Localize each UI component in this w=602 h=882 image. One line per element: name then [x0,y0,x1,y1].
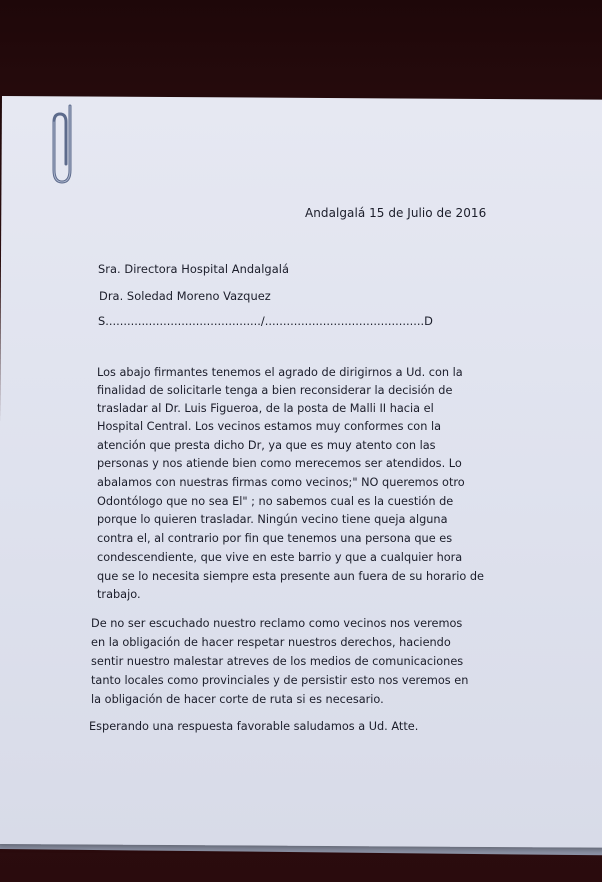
recipient-name: Dra. Soledad Moreno Vazquez [99,289,271,303]
paperclip-icon [50,104,88,186]
paragraph-line: Hospital Central. Los vecinos estamos muy conformes con la [97,420,442,433]
paragraph-line: Odontólogo que no sea El" ; no sabemos cual es la cuestión de [97,495,454,508]
paragraph-line: en la obligación de hacer respetar nuestros derechos, haciendo [91,636,451,649]
paragraph-line: porque lo quieren trasladar. Ningún vecino tiene queja alguna [97,513,448,526]
paragraph-line: personas y nos atiende bien como merecemos ser atendidos. Lo [97,457,462,470]
recipient-title: Sra. Directora Hospital Andalgalá [98,262,289,276]
paragraph-line: contra el, al contrario por fin que tenemos una persona que es [97,532,453,545]
paragraph-line: la obligación de hacer corte de ruta si es necesario. [91,693,384,706]
paragraph-line: trasladar al Dr. Luis Figueroa, de la posta de Malli II hacia el [97,402,434,415]
paragraph-line: De no ser escuchado nuestro reclamo como vecinos nos veremos [91,617,463,630]
recipient-salutation: S.........................................../............................................D [98,314,433,328]
paragraph-line: trabajo. [97,588,141,601]
paragraph-line: condescendiente, que vive en este barrio y que a cualquier hora [97,551,463,564]
paragraph-line: tanto locales como provinciales y de persistir esto nos veremos en [91,674,469,687]
letter-date: Andalgalá 15 de Julio de 2016 [305,206,487,220]
paragraph-line: finalidad de solicitarle tenga a bien reconsiderar la decisión de [97,384,453,397]
paragraph-line: abalamos con nuestras firmas como vecinos;" NO queremos otro [97,476,465,489]
letter-closing: Esperando una respuesta favorable saludamos a Ud. Atte. [89,720,419,733]
letter-sheet [0,96,602,848]
paragraph-line: que se lo necesita siempre esta presente aun fuera de su horario de [97,570,485,583]
paragraph-line: sentir nuestro malestar atreves de los medios de comunicaciones [91,655,464,668]
paragraph-line: Los abajo firmantes tenemos el agrado de dirigirnos a Ud. con la [97,366,463,379]
paragraph-line: atención que presta dicho Dr, ya que es muy atento con las [97,439,436,452]
